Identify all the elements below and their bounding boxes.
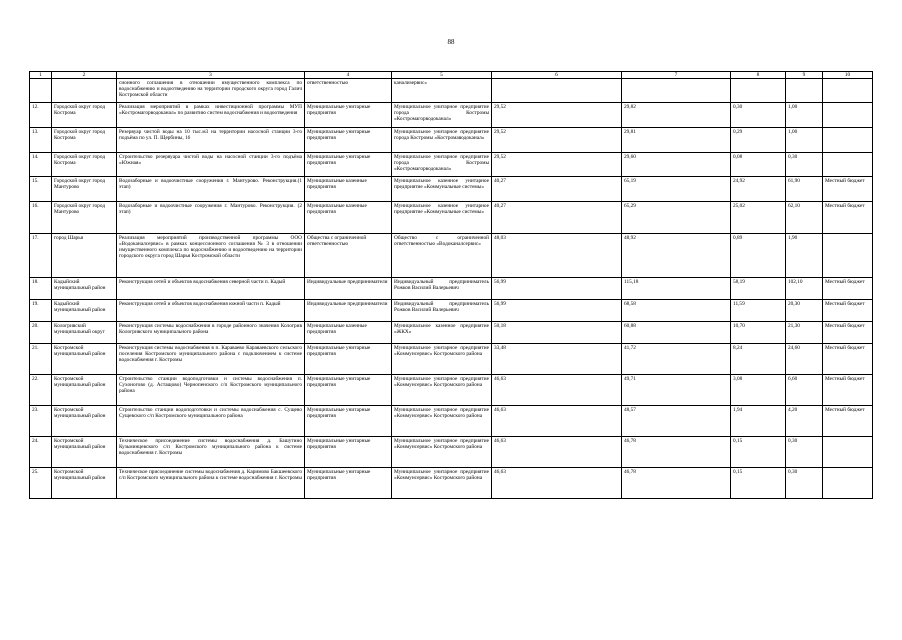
funding-source-cell: Местный бюджет: [823, 278, 873, 300]
value-col8: 8,24: [731, 344, 786, 375]
value-col7: 41,72: [622, 344, 731, 375]
funding-source-cell: [823, 128, 873, 153]
municipality-cell: Городской округ город Кострома: [52, 128, 117, 153]
table-row: [30, 202, 873, 234]
table-row: [30, 234, 873, 278]
value-col7: 46,78: [622, 437, 731, 468]
value-col9: 21,30: [786, 322, 823, 344]
row-number: 25.: [30, 468, 52, 499]
operator-cell: Муниципальное казенное унитарное предприятие «Коммунальные системы»: [392, 177, 492, 202]
executor-cell: Общества с ограниченной ответственностью: [305, 234, 392, 278]
row-number: 13.: [30, 128, 52, 153]
executor-cell: Муниципальные унитарные предприятия: [305, 103, 392, 128]
executor-cell: Муниципальные казенные предприятия: [305, 202, 392, 234]
value-col9: 24,60: [786, 344, 823, 375]
value-col7: 115,18: [622, 278, 731, 300]
operator-cell: канализервис»: [392, 79, 492, 103]
executor-cell: Муниципальные унитарные предприятия: [305, 375, 392, 406]
operator-cell: Муниципальное унитарное предприятие «Коммунсервис» Костромского района: [392, 344, 492, 375]
value-col6: 46,63: [492, 437, 622, 468]
funding-source-cell: Местный бюджет: [823, 322, 873, 344]
value-col7: 65,29: [622, 202, 731, 234]
row-number: 12.: [30, 103, 52, 128]
event-cell: Реконструкция сетей и объектов водоснабжения северной части п. Кадый: [117, 278, 305, 300]
operator-cell: Муниципальное унитарное предприятие «Коммунсервис» Костромского района: [392, 468, 492, 499]
value-col9: 1,00: [786, 128, 823, 153]
value-col7: 46,78: [622, 468, 731, 499]
funding-source-cell: Местный бюджет: [823, 202, 873, 234]
value-col9: 6,60: [786, 375, 823, 406]
table-body: [30, 79, 873, 499]
value-col8: 58,19: [731, 278, 786, 300]
funding-source-cell: Местный бюджет: [823, 300, 873, 322]
operator-cell: Муниципальное казенное унитарное предприятие «Коммунальные системы»: [392, 202, 492, 234]
executor-cell: Муниципальные унитарные предприятия: [305, 153, 392, 177]
operator-cell: Муниципальное унитарное предприятие города Костромы «Костромагорводоканал»: [392, 103, 492, 128]
value-col6: 46,63: [492, 406, 622, 437]
value-col8: 10,70: [731, 322, 786, 344]
column-header: 5: [392, 72, 492, 79]
value-col6: 46,63: [492, 468, 622, 499]
value-col8: 1,94: [731, 406, 786, 437]
executor-cell: Муниципальные унитарные предприятия: [305, 437, 392, 468]
value-col7: 60,88: [622, 322, 731, 344]
funding-source-cell: Местный бюджет: [823, 177, 873, 202]
header-row: [30, 72, 873, 79]
value-col6: 40,27: [492, 202, 622, 234]
event-cell: Техническое присоединение системы водоснабжения д. Башутино Кузьминцевского с/п Костромского муниципального района к системе водоснабжения г. Костромы: [117, 437, 305, 468]
value-col7: 68,58: [622, 300, 731, 322]
event-cell: Водозаборные и водоочистные сооружения г. Мантурово. Реконструкция.(1 этап): [117, 177, 305, 202]
table-row: [30, 128, 873, 153]
municipality-cell: Костромской муниципальный район: [52, 406, 117, 437]
value-col9: 20,30: [786, 300, 823, 322]
value-col8: 3,08: [731, 375, 786, 406]
event-cell: Резервуар чистой воды на 10 тыс.м3 на территории насосной станции 3-го подъёма по ул. П. Щербины, 16: [117, 128, 305, 153]
municipality-cell: Костромской муниципальный район: [52, 375, 117, 406]
executor-cell: Индивидуальные предприниматели: [305, 278, 392, 300]
row-number: 22.: [30, 375, 52, 406]
column-header: 4: [305, 72, 392, 79]
value-col8: 11,59: [731, 300, 786, 322]
table-row: [30, 344, 873, 375]
funding-source-cell: [823, 234, 873, 278]
municipality-cell: Костромской муниципальный район: [52, 468, 117, 499]
table-row: [30, 278, 873, 300]
municipality-cell: Костромской муниципальный район: [52, 437, 117, 468]
column-header: 3: [117, 72, 305, 79]
event-cell: Строительство резервуара чистой воды на насосной станции 3-го подъёма «Южная»: [117, 153, 305, 177]
funding-source-cell: [823, 437, 873, 468]
operator-cell: Муниципальное унитарное предприятие города Костромы «Костромаводоканал»: [392, 128, 492, 153]
event-cell: Реконструкция системы водоснабжения в п. Караваево Караваевского сельского поселения Костромского муниципального района с подключением к системе водоснабжения г. Костромы: [117, 344, 305, 375]
row-number: 18.: [30, 278, 52, 300]
table-row: [30, 437, 873, 468]
event-cell: сионного соглашения в отношении имущественного комплекса по водоснабжению и водоотведению на территории городского округа город Галич Костромской области: [117, 79, 305, 103]
value-col6: 33,48: [492, 344, 622, 375]
value-col8: 0,30: [731, 103, 786, 128]
executor-cell: Муниципальные унитарные предприятия: [305, 406, 392, 437]
executor-cell: Индивидуальные предприниматели: [305, 300, 392, 322]
operator-cell: Муниципальное унитарное предприятие «Коммунсервис» Костромского района: [392, 406, 492, 437]
row-number: 14.: [30, 153, 52, 177]
value-col8: 0,15: [731, 468, 786, 499]
value-col6: 29,52: [492, 103, 622, 128]
municipality-cell: Городской округ город Мантурово: [52, 202, 117, 234]
value-col9: 0,30: [786, 468, 823, 499]
funding-source-cell: [823, 103, 873, 128]
event-cell: Реализация мероприятий производственной программы ООО «Водоканалсервис» в рамках концессионного соглашения № 3 в отношении имущественного комплекса по водоснабжению и водоотведению на территории городского округа город Шарья Костромской области: [117, 234, 305, 278]
value-col6: 40,27: [492, 177, 622, 202]
municipality-cell: Городской округ город Кострома: [52, 103, 117, 128]
executor-cell: Муниципальные унитарные предприятия: [305, 128, 392, 153]
value-col8: 0,89: [731, 234, 786, 278]
value-col8: 25,02: [731, 202, 786, 234]
column-header: 2: [52, 72, 117, 79]
event-cell: Реализация мероприятий в рамках инвестиционной программы МУП «Костромагорводоканал» по развитию систем водоснабжения и водоотведения: [117, 103, 305, 128]
event-cell: Реконструкция системы водоснабжения в городе районного значения Кологрив Кологривского муниципального района: [117, 322, 305, 344]
value-col8: 0,15: [731, 437, 786, 468]
value-col9: 0,30: [786, 437, 823, 468]
municipality-cell: Городской округ город Мантурово: [52, 177, 117, 202]
municipality-cell: Городской округ город Кострома: [52, 153, 117, 177]
row-number: 15.: [30, 177, 52, 202]
value-col7: 65,19: [622, 177, 731, 202]
value-col6: 29,52: [492, 153, 622, 177]
table-row: [30, 322, 873, 344]
municipality-cell: Кадыйский муниципальный район: [52, 278, 117, 300]
value-col7: 29,81: [622, 128, 731, 153]
column-header: 1: [30, 72, 52, 79]
row-number: 24.: [30, 437, 52, 468]
row-number: 20.: [30, 322, 52, 344]
municipality-cell: [52, 79, 117, 103]
executor-cell: Муниципальные казенные предприятия: [305, 177, 392, 202]
value-col6: 56,99: [492, 300, 622, 322]
value-col9: 4,20: [786, 406, 823, 437]
column-header: 8: [731, 72, 786, 79]
operator-cell: Муниципальное унитарное предприятие «Коммунсервис» Костромского района: [392, 375, 492, 406]
table-row: [30, 375, 873, 406]
funding-source-cell: Местный бюджет: [823, 375, 873, 406]
event-cell: Водозаборные и водоочистные сооружения г. Мантурово. Реконструкция. (2 этап): [117, 202, 305, 234]
row-number: 21.: [30, 344, 52, 375]
municipality-cell: город Шарья: [52, 234, 117, 278]
executor-cell: ответственностью: [305, 79, 392, 103]
funding-source-cell: Местный бюджет: [823, 406, 873, 437]
executor-cell: Муниципальные казенные предприятия: [305, 322, 392, 344]
funding-source-cell: [823, 79, 873, 103]
table-row: [30, 79, 873, 103]
value-col9: [786, 79, 823, 103]
event-cell: Реконструкция сетей и объектов водоснабжения южной части п. Кадый: [117, 300, 305, 322]
funding-source-cell: [823, 153, 873, 177]
table-row: [30, 300, 873, 322]
municipality-cell: Костромской муниципальный район: [52, 344, 117, 375]
operator-cell: Индивидуальный предприниматель Рожков Василий Валерьевич: [392, 278, 492, 300]
event-cell: Строительство станции водоподготовки и системы водоснабжения с. Сущево Сущевского с/п Костромского муниципального района: [117, 406, 305, 437]
row-number: 23.: [30, 406, 52, 437]
page-number: 88: [447, 38, 455, 46]
executor-cell: Муниципальные унитарные предприятия: [305, 344, 392, 375]
value-col6: 48,03: [492, 234, 622, 278]
row-number: 19.: [30, 300, 52, 322]
value-col9: 61,90: [786, 177, 823, 202]
value-col9: 0,30: [786, 153, 823, 177]
column-header: 9: [786, 72, 823, 79]
municipality-cell: Кадыйский муниципальный район: [52, 300, 117, 322]
value-col8: 0,08: [731, 153, 786, 177]
funding-source-cell: [823, 468, 873, 499]
column-header: 7: [622, 72, 731, 79]
row-number: 17.: [30, 234, 52, 278]
value-col7: [622, 79, 731, 103]
value-col6: 56,99: [492, 278, 622, 300]
value-col8: [731, 79, 786, 103]
value-col7: 49,71: [622, 375, 731, 406]
operator-cell: Муниципальное унитарное предприятие города Костромы «Костромагорводоканал»: [392, 153, 492, 177]
table-row: [30, 468, 873, 499]
operator-cell: Муниципальное унитарное предприятие «Коммунсервис» Костромского района: [392, 437, 492, 468]
operator-cell: Муниципальное казенное предприятие «ЖКХ»: [392, 322, 492, 344]
value-col6: 46,63: [492, 375, 622, 406]
value-col9: 102,10: [786, 278, 823, 300]
value-col9: 1,90: [786, 234, 823, 278]
column-header: 6: [492, 72, 622, 79]
value-col9: 62,10: [786, 202, 823, 234]
value-col7: 48,57: [622, 406, 731, 437]
column-header: 10: [823, 72, 873, 79]
operator-cell: Общество с ограниченной ответственностью «Водоканалсервис»: [392, 234, 492, 278]
value-col8: 24,92: [731, 177, 786, 202]
value-col6: 29,52: [492, 128, 622, 153]
operator-cell: Индивидуальный предприниматель Рожков Василий Валерьевич: [392, 300, 492, 322]
value-col7: 29,60: [622, 153, 731, 177]
document-table: [29, 71, 873, 499]
table-row: [30, 153, 873, 177]
value-col6: 50,18: [492, 322, 622, 344]
value-col7: 29,82: [622, 103, 731, 128]
value-col6: [492, 79, 622, 103]
municipality-cell: Кологривский муниципальный округ: [52, 322, 117, 344]
table-row: [30, 177, 873, 202]
value-col9: 1,00: [786, 103, 823, 128]
event-cell: Строительство станции водоподготовки и системы водоснабжения п. Сухоногово (д. Астащово) Чернопенского с/п Костромского муниципального района: [117, 375, 305, 406]
value-col7: 48,92: [622, 234, 731, 278]
event-cell: Техническое присоединение системы водоснабжения д. Каримово Бакшеевского с/п Костромского муниципального района к системе водоснабжения г. Костромы: [117, 468, 305, 499]
table-row: [30, 103, 873, 128]
row-number: 16.: [30, 202, 52, 234]
row-number: [30, 79, 52, 103]
funding-source-cell: Местный бюджет: [823, 344, 873, 375]
table-row: [30, 406, 873, 437]
executor-cell: Муниципальные унитарные предприятия: [305, 468, 392, 499]
value-col8: 0,29: [731, 128, 786, 153]
